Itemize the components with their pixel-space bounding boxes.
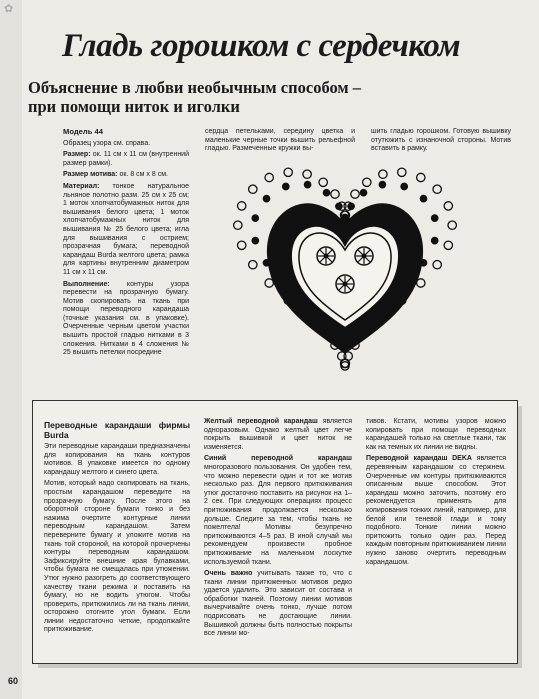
- hollow-dot: [444, 202, 452, 210]
- hollow-dot: [417, 173, 425, 181]
- subtitle-line-1: Объяснение в любви необычным способом –: [28, 78, 362, 97]
- box-c3-para2: [366, 455, 506, 567]
- size-label: Размер:: [63, 151, 91, 159]
- page-title: Гладь горошком с сердечком: [62, 28, 461, 64]
- left-margin-band: [0, 0, 22, 699]
- box-column-2: [204, 418, 352, 642]
- corner-ornament: ✿: [4, 3, 14, 15]
- work-text: контуры узора перевести на прозрачную бумагу. Мотив скопировать на ткань при помощи переводного карандаша (точные указания см. в упаковке). Очерченные черным цветом участки вышить простой гладью нитками в 3 сложения. Нитками в 4 сложения № 25 вышить петелки посредине: [63, 280, 189, 357]
- filled-dot: [401, 183, 407, 189]
- hollow-dot: [417, 279, 425, 287]
- hollow-dot: [319, 178, 327, 186]
- box-c1-p2: Мотив, который надо скопировать на ткань, простым карандашом переведите на прозрачную бумагу. После этого на оборотной стороне бумаги тонко и без нажима очертите контурные линии переводным карандашом. Затем переверните бумагу и уложите мотив на ткань той стороной, на которой прочерчены контуры переводным карандашом. Зафиксируйте внешние края булавками, чтобы бумага не смещалась при утюжении. Утюг нужно разогреть до соответствующего качеству ткани режима и поставить на бумагу, но не водить утюгом. Чтобы проверить, притюжились ли на ткань линии, осторожно отогните угол бумаги. Если линии недостаточно четкие, продолжайте притюживание.: [44, 480, 190, 634]
- box-c3-p1: тивов. Кстати, мотивы узоров можно копировать при помощи переводных карандашей только на светлые ткани, так как на темных их линии не видны.: [366, 418, 506, 451]
- box-c2-para3: [204, 570, 352, 639]
- filled-dot: [263, 195, 269, 201]
- flower-left: [317, 247, 335, 265]
- box-c2-h2: Синий переводной карандаш: [204, 455, 352, 463]
- col3-text: шить гладью горошком. Готовую вышивку отутюжить с изнаночной стороны. Мотив вставить в рамку.: [371, 128, 511, 153]
- hollow-dot: [363, 178, 371, 186]
- motif-paragraph: [63, 171, 189, 180]
- work-label: Выполнение:: [63, 280, 110, 288]
- box-c2-h3: Очень важно: [204, 570, 253, 578]
- model-number: Модель 44: [63, 127, 103, 136]
- hollow-dot: [303, 170, 311, 178]
- hollow-dot: [351, 190, 359, 198]
- heart-embroidery-pattern: [230, 160, 460, 382]
- box-column-3: [366, 418, 506, 570]
- box-column-1: [44, 420, 190, 638]
- hollow-dot: [398, 168, 406, 176]
- hollow-dot: [249, 261, 257, 269]
- filled-dot: [379, 181, 385, 187]
- filled-dot: [432, 237, 438, 243]
- filled-dot: [283, 183, 289, 189]
- filled-dot: [360, 190, 366, 196]
- hollow-dot: [238, 202, 246, 210]
- hollow-dot: [448, 221, 456, 229]
- hollow-dot: [265, 173, 273, 181]
- filled-dot: [432, 215, 438, 221]
- work-paragraph: [63, 281, 189, 358]
- instructions-column-2: [205, 128, 355, 157]
- filled-dot: [336, 203, 342, 209]
- filled-dot: [252, 237, 258, 243]
- box-c2-p3: учитывать также то, что с ткани линии притюженных мотивов редко удается удалить. Это зависит от состава и обработки тканей. Поэтому линии мотивов вычерчивайте очень тонко, лучше потом подрисовать не достающие линии. Вышивкой должны быть полностью покрыты все линии мо-: [204, 570, 352, 638]
- subtitle: [28, 78, 528, 116]
- box-c2-p1: является одноразовым. Однако желтый цвет легче покрыть вышивкой и цвет ниток не изменяется.: [204, 418, 352, 451]
- box-c3-p2: является деревянным карандашом со стержнем. Очерченные им контуры притюживаются описанным выше способом. Этот карандаш можно заточить, поэтому его рекомендуется применять для копирования тонких линий, например, для белой или теневой глади и тому подобного. Тонкие линии можно притюжить только один раз. Перед каждым повторным притюживанием линии нужно заново очертить переводным карандашом.: [366, 455, 506, 566]
- page-number: 60: [8, 676, 19, 686]
- box-c2-para2: [204, 455, 352, 567]
- hollow-dot: [433, 185, 441, 193]
- filled-dot: [304, 181, 310, 187]
- size-text: ок. 11 см х 11 см (внутренний размер рамки).: [63, 151, 189, 167]
- flower-bottom: [336, 275, 354, 293]
- size-paragraph: [63, 151, 189, 168]
- hollow-dot: [379, 170, 387, 178]
- instructions-column-1: [63, 128, 189, 361]
- filled-dot: [348, 203, 354, 209]
- hollow-dot: [284, 168, 292, 176]
- hollow-dot: [331, 190, 339, 198]
- subtitle-line-2: при помощи ниток и иголки: [28, 97, 240, 116]
- box-c2-h1: Желтый переводной карандаш: [204, 418, 318, 425]
- instructions-column-3: [371, 128, 511, 157]
- motif-label: Размер мотива:: [63, 171, 118, 179]
- hollow-dot: [444, 241, 452, 249]
- hollow-dot: [249, 185, 257, 193]
- filled-dot: [420, 195, 426, 201]
- motif-text: ок. 8 см х 8 см.: [119, 171, 168, 179]
- material-text: тонкое натуральное льняное полотно разм. 25 см х 25 см; 1 моток хлопчатобумажных ниток для вышивания белого цвета; 1 моток хлопчатобумажных ниток для вышивания № 25 белого цвета; игла для вышивания с острием; прозрачная бумага; переводной карандаш Burda желтого цвета; рамка для картины внутренним диаметром 11 см х 11 см.: [63, 182, 189, 276]
- sample-note: Образец узора см. справа.: [63, 139, 151, 147]
- hollow-dot: [338, 352, 346, 360]
- box-c3-h2: Переводной карандаш DEKA: [366, 455, 472, 463]
- flower-right: [355, 247, 373, 265]
- box-c1-p1: Эти переводные карандаши предназначены для копирования на ткань контуров мотивов. В упаковке имеется по одному карандашу желтого и синего цвета.: [44, 443, 190, 476]
- hollow-dot: [238, 241, 246, 249]
- material-paragraph: [63, 183, 189, 278]
- filled-dot: [252, 215, 258, 221]
- hollow-dot: [433, 261, 441, 269]
- filled-dot: [323, 190, 329, 196]
- box-title: Переводные карандаши фирмы Burda: [44, 420, 190, 440]
- box-c2-p2: многоразового пользования. Он удобен тем, что можно перевести один и тот же мотив несколько раз. Для первого притюживания утюг достаточно поставить на рисунок на 1–2 сек. При следующих операциях процесс притюживания продолжается несколько дольше. Следите за тем, чтобы ткань не пожелтела! Мотивы безупречно притюживаются 4–5 раз. В иной случай мы рекомендуем произвести пробное притюживание на маленьком лоскутке используемой ткани.: [204, 463, 352, 566]
- box-c2-para1: [204, 418, 352, 452]
- material-label: Материал:: [63, 182, 100, 190]
- hollow-dot: [234, 221, 242, 229]
- col2-text: сердца петельками, середину цветка и маленькие черные точки вышить рельефной гладью. Размеченные кружки вы-: [205, 128, 355, 153]
- hollow-dot: [265, 279, 273, 287]
